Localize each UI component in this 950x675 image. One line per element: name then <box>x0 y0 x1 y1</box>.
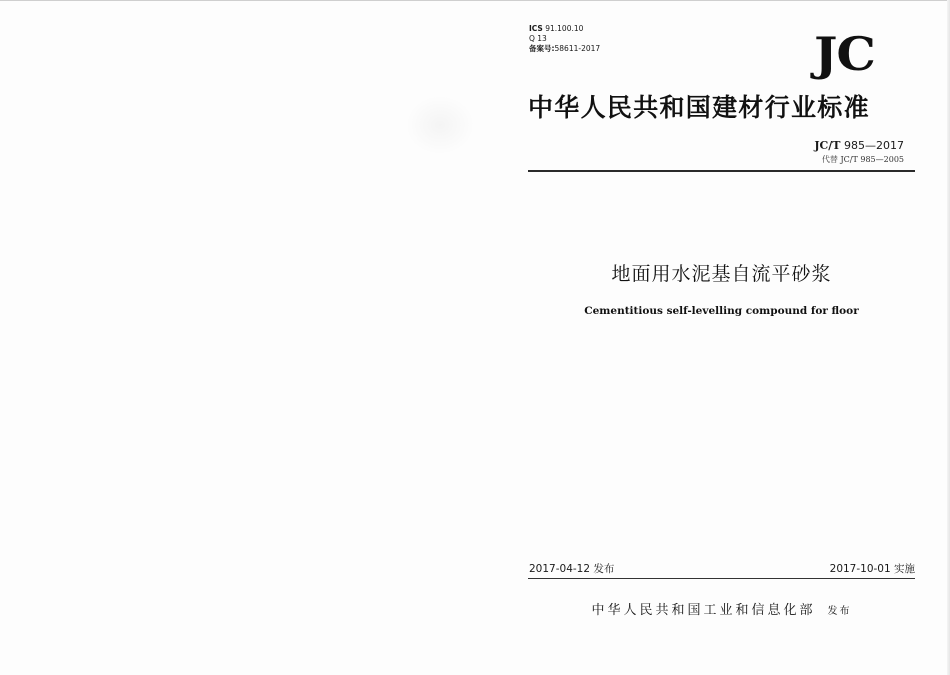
publisher <box>528 599 915 618</box>
classification-code: Q 13 <box>529 34 547 43</box>
standard-code-prefix: JC/T <box>814 139 841 152</box>
replaces-note: 代替 JC/T 985—2005 <box>821 155 904 164</box>
scan-artifact <box>405 95 475 155</box>
document-title-cn: 地面用水泥基自流平砂浆 <box>611 263 832 285</box>
record-value: 58611-2017 <box>554 44 601 53</box>
record-label: 备案号: <box>529 44 555 53</box>
record-number <box>529 44 600 54</box>
jc-logo: JC <box>814 27 875 81</box>
document-title-en: Cementitious self-levelling compound for floor <box>584 305 859 317</box>
standard-code <box>814 139 904 152</box>
ics-code <box>529 24 583 34</box>
issue-date: 2017-04-12 发布 <box>529 563 615 575</box>
footer-divider <box>528 578 915 579</box>
standard-code-number: 985—2017 <box>844 139 904 152</box>
publisher-suffix: 发布 <box>827 606 852 617</box>
ics-value: 91.100.10 <box>545 24 584 33</box>
standard-category-title: 中华人民共和国建材行业标准 <box>528 93 870 122</box>
publisher-name: 中华人民共和国工业和信息化部 <box>591 603 816 618</box>
header-divider <box>528 170 915 172</box>
implementation-date: 2017-10-01 实施 <box>829 563 915 575</box>
ics-label: ICS <box>529 24 543 33</box>
page-top-edge <box>0 0 950 1</box>
